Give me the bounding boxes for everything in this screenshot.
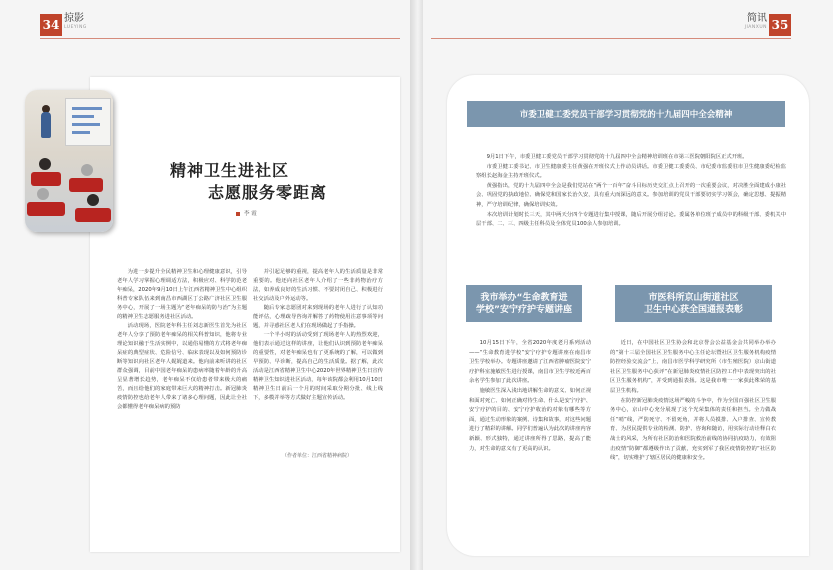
paragraph: 黄强指出，党的十九届四中全会是我们党站在“两个一百年”奋斗目标历史交汇点上召开的一次重要会议，对决胜全面建成小康社会、巩固党的执政地位、确保党和国家长治久安，具有重大而深远的意义。参加培训的党员干部要切实学习领会，确定思想、提振精神，严守培训纪律，确保培训实效。 (476, 182, 786, 208)
article-column-2 (253, 268, 383, 403)
presentation-screen (65, 98, 111, 146)
event-photo (25, 90, 113, 232)
paragraph: 本次培训计划时长三天，其中两天分四个专题进行集中授课，随后开展分组讨论。委属各单位班子成员中的科级干部、委机关中层干部、二、三、四级主任科员及全体党员100余人参加培训。 (476, 211, 786, 228)
paragraph: 并引起足够的重视，提高老年人的生活质量是非常重要的。他还向社区老年人介绍了一些非药物治疗方法，如养成良好的生活习惯、不要封闭自己、积极进行社交活动及户外运动等。 (253, 269, 383, 302)
paragraph: 市委卫健工委书记、市卫生健康委主任黄强在开班仪式上作动员讲话。市委卫健工委委员、市纪委市监委驻市卫生健康委纪检监察组长赵海金主持开班仪式。 (476, 163, 786, 180)
title-line-2: 志愿服务零距离 (208, 183, 328, 202)
news-body-1 (476, 153, 786, 230)
section-title-left: 掠影 (64, 13, 84, 24)
article-title (170, 160, 327, 204)
section-title-right: 简讯 (747, 13, 767, 24)
page-number-left: 34 (40, 14, 62, 36)
chair (69, 178, 103, 192)
paragraph: 9月1日下午，市委卫健工委党员干部学习贯彻党的十九届四中全会精神培训班在市第三医院朝阳院区正式开班。 (486, 154, 748, 160)
headline-3-line-1: 市医科所京山街道社区 (648, 292, 739, 303)
paragraph: 随后专家志愿团对来到现场的老年人进行了认知功能评估，心理疏导咨询并解答了药物使用注意事项等问题，并寻惑社区老人们在现场做起了手指操。 (253, 305, 383, 329)
author: 李 霞 (244, 211, 257, 217)
news-headline-1: 市委卫健工委党员干部学习贯彻党的十九届四中全会精神 (467, 101, 785, 127)
paragraph: 施敏医生深入浅出地讲解生命的意义、如何正视和面对死亡、如何正确对待生命、什么是安宁疗护、安宁疗护的目的、安宁疗护收治的对象有哪些等方面，通过生动形象的案例、诗集和故事，对这些问题进行了精彩的讲解。同学们普遍认为此次的讲座内容新颖、形式独特，通过讲座所得了思路，提高了能力，对生命的意义有了更高的认识。 (469, 387, 591, 452)
chair (27, 202, 65, 216)
section-header-left (64, 14, 87, 31)
chair (31, 172, 61, 186)
section-subtitle-right: JIANXUN (744, 25, 767, 30)
paragraph: 在防控新冠肺炎疫情这场严峻的斗争中，作为全国百强社区卫生服务中心，京山中心充分展现了这个光荣集体的责任和担当。全力做战任“哨”线，严防死守、不留死角，并将人员摸排、入户排查、宣传教育、为居民提供专业的检测、防护、咨询和随访，用实际行动诠释白衣战士的风采，为所有社区防治和医院救治前线的协同抗疫助力，有效阻击疫情“防御”都遵级作出了贡献，充实到军了我区疫情防控的“社区防线”，切实维护了辖区居民的健康和安全。 (610, 397, 776, 462)
news-headline-3 (615, 285, 772, 322)
audience-member (87, 194, 99, 206)
page-number-right: 35 (769, 14, 791, 36)
page-gutter (410, 0, 423, 570)
byline-marker (236, 212, 240, 216)
header-rule-right (431, 38, 791, 39)
title-line-1: 精神卫生进社区 (170, 161, 290, 180)
news-body-3 (610, 339, 776, 464)
byline (236, 209, 257, 217)
headline-2-line-1: 我市举办“生命教育进 (480, 292, 568, 303)
headline-3-line-2: 卫生中心获全国通报表彰 (643, 304, 743, 315)
section-header-right (745, 14, 767, 31)
section-subtitle-left: LUEYING (64, 25, 87, 30)
audience-member (81, 164, 93, 176)
paragraph: 一个半小时的活动受到了现场老年人的热烈欢迎，他们表示通过这样的讲座，让他们认识到预防老年痴呆的重要性，对老年痴呆也有了更系统的了解，可以做到早预防、早诊断，提高自己的生活质量。据了解，此次活动是江西省精神卫生中心2020年世界精神卫生日宣传精神卫生知识进社区活动，每年该院都会利用10月10日精神卫生日前后一个月的时间采取分期分批、线上线下，多模并举等方式做好主题宣传活动。 (253, 332, 384, 401)
paragraph: 10月15日下午，全省2020年度老月系列活动——“生命教育进学校”安宁疗护专题讲座在南昌市卫生学校举办。专题讲座邀请了江西省肿瘤医院安宁疗护科室施敏医生进行授课，南昌市卫生学校近两百余名学生参加了此次讲座。 (469, 340, 591, 385)
audience-member (39, 158, 51, 170)
paragraph: 活动现场，医院老年科主任刘志新医生首先为社区老年人分享了预防老年痴呆的相关科普知识，他将专业理论知识融于生活实例中，以通俗易懂的方式将老年痴呆症的典型症状、危险信号、临床表现以及如何预防诊断等知识向社区老年人娓娓道来。他向前来听讲的社区群众强调，目前中国老年痴呆的患病率随着年龄的升高呈显著增长趋势，老年痴呆不仅给患者带来极大的痛苦，而且给他们的家庭带来巨大的精神打击。新冠肺炎疫情防控也给老年人带来了诸多心理问题，因此让全社会都懂得老年痴呆病的预防 (117, 323, 247, 410)
author-affiliation: （作者单位：江西省精神病院） (282, 453, 353, 459)
header-rule-left (40, 38, 400, 39)
headline-2-line-2: 学校”安宁疗护专题讲座 (476, 304, 572, 315)
news-headline-2 (466, 285, 582, 322)
paragraph: 为进一步提升全民精神卫生和心理健康意识，引导老年人学习掌握心理调适方法，积极应对、科学防范老年痴呆，2020年9月10日上午江西省精神卫生中心组织科普专家队伍来到南昌市西湖区丁公路广济社区卫生服务中心，开展了一场主题为“老年痴呆的防与治”为主题的精神卫生志愿服务进社区活动。 (117, 269, 247, 320)
news-body-2 (469, 339, 591, 454)
article-column-1 (117, 268, 247, 412)
audience-member (37, 188, 49, 200)
paragraph: 近日，在中国社区卫生协会和北京誉会公益基金会共同举办举办的“第十三届全国社区卫生服务中心主任论坛暨社区卫生服务机构疫情防控经验交流会”上，南昌市医学科学研究所（市生殖医院）京山街道社区卫生服务中心获评“在新冠肺炎疫情社区防控工作中表现突出的社区卫生服务机构”，并受到通报表扬。这是我市唯一一家获此殊荣的基层卫生机构。 (610, 340, 776, 394)
speaker (41, 112, 51, 138)
chair (75, 208, 111, 222)
